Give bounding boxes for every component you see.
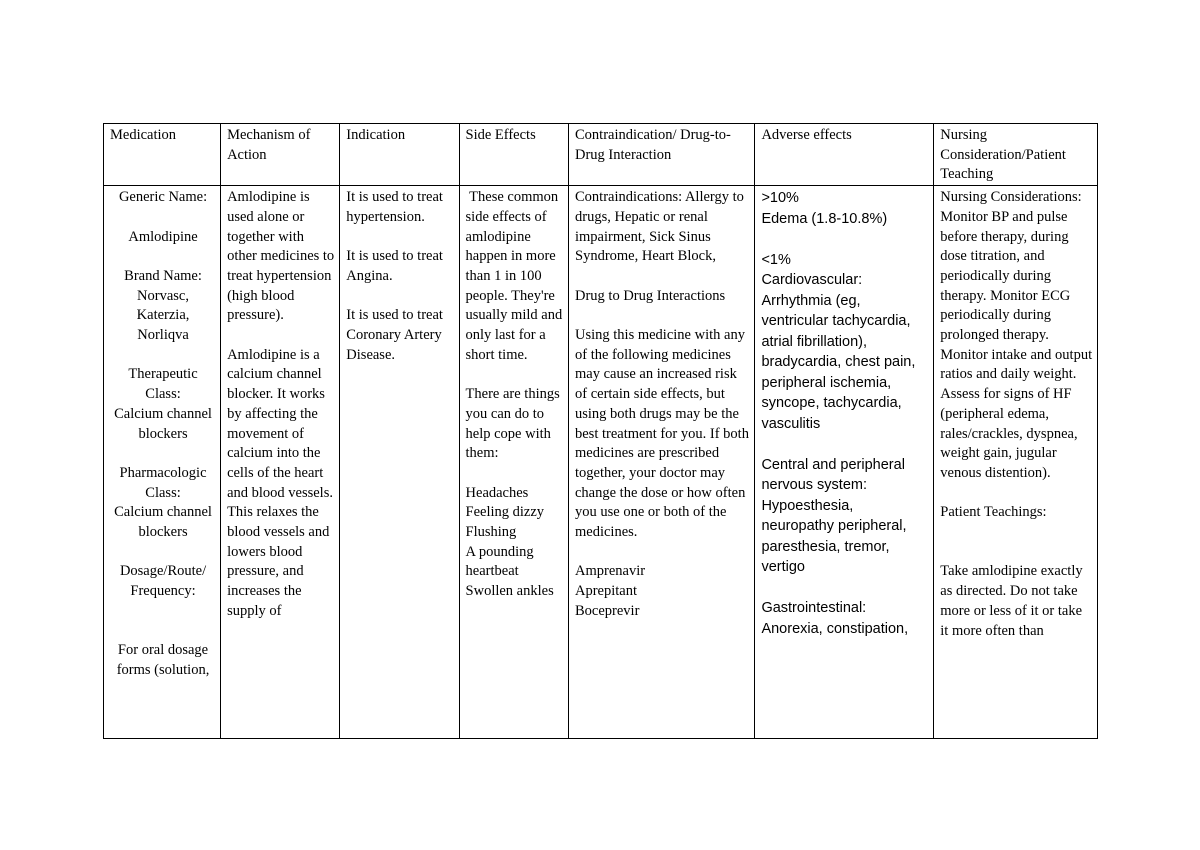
indication-paragraph-3: It is used to treat Coronary Artery Disease. bbox=[346, 307, 443, 363]
medication-table bbox=[103, 123, 1098, 739]
therapeutic-class-value: Calcium channel blockers bbox=[114, 405, 212, 442]
cell-contraindication bbox=[569, 186, 755, 739]
table-row bbox=[104, 186, 1098, 739]
generic-name-value: Amlodipine bbox=[128, 228, 198, 245]
brand-name-label: Brand Name: bbox=[124, 267, 202, 284]
side-effect-item: Swollen ankles bbox=[465, 583, 554, 600]
cell-side-effects bbox=[459, 186, 568, 739]
interacting-drug: Boceprevir bbox=[575, 602, 640, 619]
drug-interactions-heading: Drug to Drug Interactions bbox=[575, 287, 726, 304]
patient-teachings-text: Take amlodipine exactly as directed. Do not take more or less of it or take it more often than bbox=[940, 563, 1083, 639]
adverse-frequency-high: >10% bbox=[761, 190, 799, 207]
brand-name-value: Norvasc, Katerzia, Norliqva bbox=[136, 287, 190, 343]
nursing-considerations: Nursing Considerations: Monitor BP and pulse before therapy, during dose titration, and periodically during therapy. Monitor ECG periodically during prolonged therapy. Monitor intake and output ratios and daily weight. Assess for signs of HF (peripheral edema, rales/crackles, dyspnea, weight gain, jugular venous distention). bbox=[940, 189, 1093, 481]
side-effects-paragraph-1: These common side effects of amlodipine happen in more than 1 in 100 people. They're usually mild and only last for a short time. bbox=[465, 189, 566, 363]
mechanism-paragraph-1: Amlodipine is used alone or together with other medicines to treat hypertension (high blood pressure). bbox=[227, 189, 335, 324]
side-effect-item: A pounding heartbeat bbox=[465, 543, 534, 580]
indication-paragraph-1: It is used to treat hypertension. bbox=[346, 189, 443, 225]
contraindications-paragraph: Contraindications: Allergy to drugs, Hepatic or renal impairment, Sick Sinus Syndrome, Heart Block, bbox=[575, 189, 744, 265]
mechanism-paragraph-2: Amlodipine is a calcium channel blocker. It works by affecting the movement of calcium into the cells of the heart and blood vessels. This relaxes the blood vessels and lowers blood pressure, and increases the supply of bbox=[227, 346, 333, 619]
patient-teachings-heading: Patient Teachings: bbox=[940, 504, 1047, 521]
dosage-label: Dosage/Route/ Frequency: bbox=[119, 563, 207, 600]
side-effect-item: Flushing bbox=[465, 524, 517, 541]
header-mechanism: Mechanism of Action bbox=[221, 124, 340, 186]
header-nursing: Nursing Consideration/Patient Teaching bbox=[934, 124, 1098, 186]
side-effects-paragraph-2: There are things you can do to help cope with them: bbox=[465, 386, 560, 462]
header-side-effects: Side Effects bbox=[459, 124, 568, 186]
adverse-nervous-system: Central and peripheral nervous system: Hypoesthesia, neuropathy peripheral, paresthesia, tremor, vertigo bbox=[761, 456, 907, 576]
adverse-cardiovascular: Cardiovascular: Arrhythmia (eg, ventricular tachycardia, atrial fibrillation), bradycardia, chest pain, peripheral ischemia, syncope, tachycardia, vasculitis bbox=[761, 272, 916, 432]
header-medication: Medication bbox=[104, 124, 221, 186]
header-contraindication: Contraindication/ Drug-to-Drug Interaction bbox=[569, 124, 755, 186]
cell-mechanism bbox=[221, 186, 340, 739]
cell-indication bbox=[340, 186, 459, 739]
pharmacologic-class-label: Pharmacologic Class: bbox=[119, 464, 207, 501]
adverse-gastrointestinal: Gastrointestinal: Anorexia, constipation, bbox=[761, 600, 909, 637]
drug-interactions-paragraph: Using this medicine with any of the following medicines may cause an increased risk of certain side effects, but using both drugs may be the best treatment for you. If both medicines are prescribed together, your doctor may change the dose or how often you use one or both of the medicines. bbox=[575, 327, 749, 541]
cell-medication bbox=[104, 186, 221, 739]
pharmacologic-class-value: Calcium channel blockers bbox=[114, 504, 212, 540]
header-adverse-effects: Adverse effects bbox=[755, 124, 934, 186]
interacting-drug: Aprepitant bbox=[575, 583, 638, 600]
side-effect-item: Headaches bbox=[465, 484, 529, 501]
indication-paragraph-2: It is used to treat Angina. bbox=[346, 248, 443, 284]
adverse-frequency-low: <1% bbox=[761, 251, 791, 268]
header-row bbox=[104, 124, 1098, 186]
cell-nursing bbox=[934, 186, 1098, 739]
dosage-value: For oral dosage forms (solution, bbox=[116, 642, 210, 678]
generic-name-label: Generic Name: bbox=[118, 189, 208, 206]
cell-adverse-effects bbox=[755, 186, 934, 739]
interacting-drug: Amprenavir bbox=[575, 563, 646, 580]
therapeutic-class-label: Therapeutic Class: bbox=[128, 366, 198, 403]
header-indication: Indication bbox=[340, 124, 459, 186]
adverse-frequency-high-items: Edema (1.8-10.8%) bbox=[761, 210, 888, 227]
side-effect-item: Feeling dizzy bbox=[465, 504, 545, 521]
